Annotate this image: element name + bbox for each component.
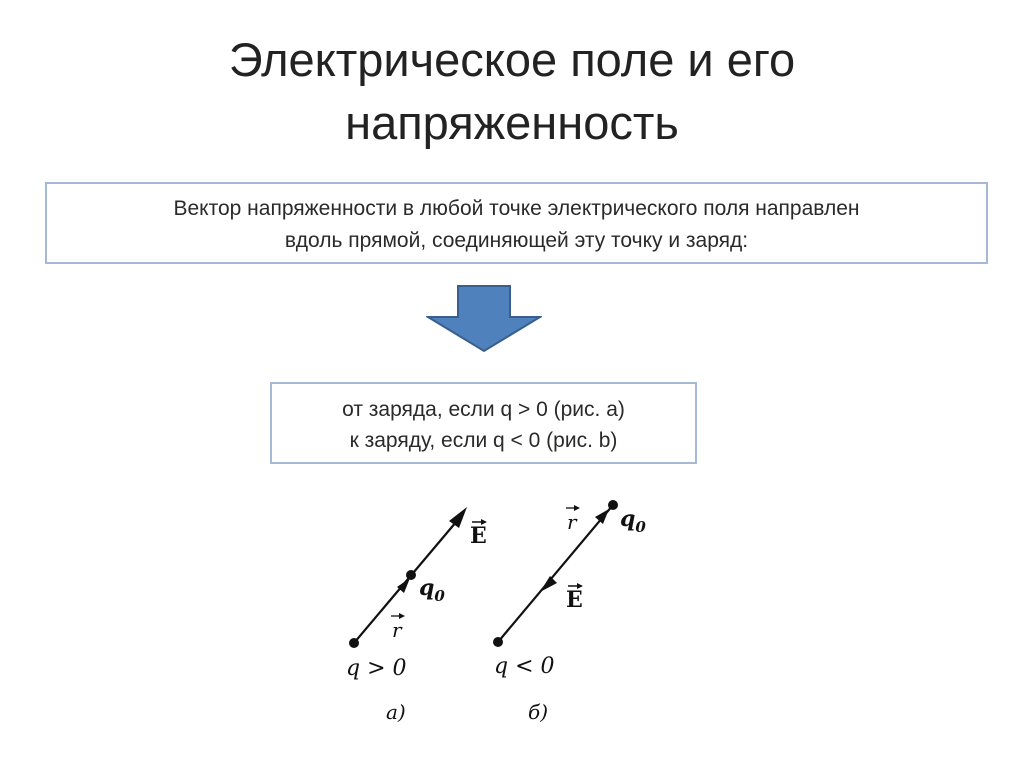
charge-label-a: q > 0	[346, 656, 407, 681]
field-arrowhead-a	[449, 507, 467, 528]
rule-line-2: к заряду, если q < 0 (рис. b)	[349, 429, 618, 452]
E-label-b: E	[566, 587, 583, 613]
r-arrowhead-b	[595, 509, 609, 524]
q0-label-b: $q_0$	[620, 506, 646, 536]
r-vector-tip-b	[574, 505, 580, 511]
r-vector-tip-a	[399, 613, 405, 619]
r-label-a: r	[392, 618, 402, 642]
test-charge-point-a	[406, 570, 416, 580]
statement-line-1: Вектор напряженности в любой точке электрического поля направлен	[173, 197, 860, 220]
slide-title	[62, 28, 962, 154]
charge-label-b: q < 0	[494, 654, 555, 679]
field-arrowhead-b	[540, 576, 557, 592]
statement-box	[45, 182, 988, 264]
charge-point-b	[493, 637, 503, 647]
direction-rule-box	[270, 382, 697, 464]
down-arrow-icon	[426, 285, 542, 353]
figure-b	[493, 500, 646, 724]
field-line-b	[498, 505, 613, 642]
q0-label-a: $q_0$	[419, 575, 445, 605]
figure-a	[346, 507, 487, 724]
charge-point-a	[349, 638, 359, 648]
test-charge-point-b	[608, 500, 618, 510]
title-line-1: Электрическое поле и его	[228, 33, 796, 86]
title-line-2: напряженность	[345, 96, 679, 149]
r-label-b: r	[567, 510, 577, 534]
field-direction-diagram	[330, 490, 680, 740]
caption-a: а)	[386, 700, 406, 724]
statement-line-2: вдоль прямой, соединяющей эту точку и заряд:	[284, 229, 749, 252]
E-label-a: E	[470, 523, 487, 549]
rule-line-1: от заряда, если q > 0 (рис. а)	[342, 398, 625, 421]
caption-b: б)	[528, 700, 549, 724]
